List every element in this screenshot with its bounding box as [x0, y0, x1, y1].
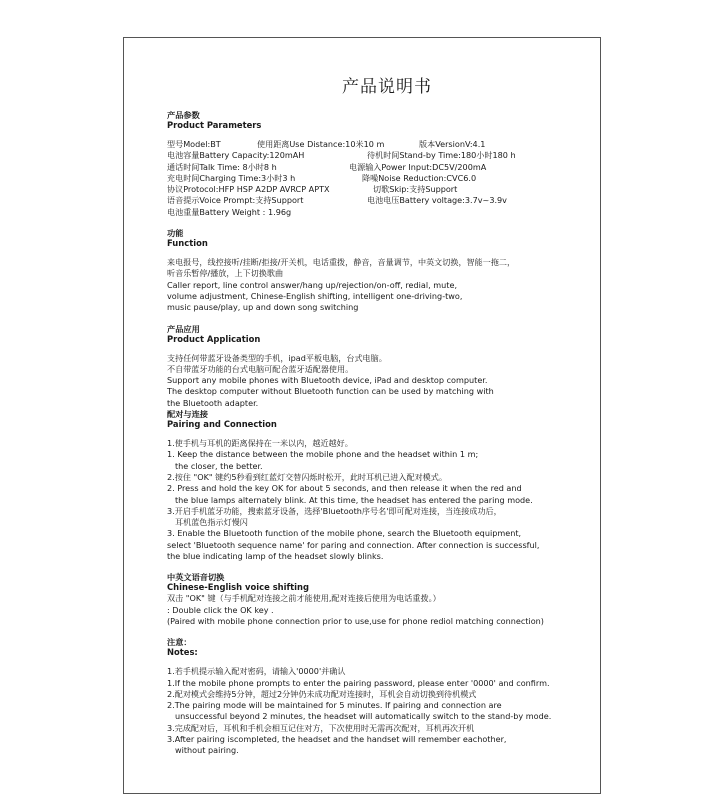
param-battery-capacity: 电池容量Battery Capacity:120mAH	[167, 150, 305, 161]
section-notes	[167, 637, 587, 756]
body-line: 支持任何带蓝牙设备类型的手机，ipad平板电脑，台式电脑。	[167, 352, 387, 363]
param-model: 型号Model:BT	[167, 139, 221, 149]
body-line: 1. Keep the distance between the mobile phone and the headset within 1 m;	[167, 449, 479, 460]
body-line: 3.After pairing iscompleted, the headset and the handset will remember eachother,	[167, 733, 507, 744]
body-line: 3.开启手机蓝牙功能，搜索蓝牙设备，选择'Bluetooth序号名'即可配对连接，当连接成功后，	[167, 505, 502, 516]
body-line: unsuccessful beyond 2 minutes, the headset will automatically switch to the stand-by mode.	[175, 711, 552, 722]
body-line: Support any mobile phones with Bluetooth device, iPad and desktop computer.	[167, 375, 488, 386]
body-line: 3.完成配对后，耳机和手机会相互记住对方，下次使用时无需再次配对，耳机再次开机	[167, 722, 475, 733]
section-heading-cn: 产品参数	[167, 110, 200, 120]
body-line: 不自带蓝牙功能的台式电脑可配合蓝牙适配器使用。	[167, 363, 354, 374]
body-line: 2. Press and hold the key OK for about 5 seconds, and then release it when the red and	[167, 483, 522, 494]
body-line: the blue indicating lamp of the headset slowly blinks.	[167, 551, 384, 562]
body-line: the Bluetooth adapter.	[167, 397, 259, 408]
section-heading-en: Notes:	[167, 647, 198, 658]
body-line: music pause/play, up and down song switching	[167, 302, 359, 313]
section-product-application	[167, 324, 587, 409]
param-version: 版本VersionV:4.1	[419, 139, 486, 149]
param-row	[167, 139, 587, 150]
body-line: 双击 "OK" 键（与手机配对连接之前才能使用,配对连接后使用为电话重拨。）	[167, 593, 441, 604]
section-heading-en: Chinese-English voice shifting	[167, 582, 309, 593]
page-title: 产品说明书	[342, 77, 432, 97]
param-row	[167, 162, 587, 173]
params-table	[167, 139, 587, 218]
param-noise-reduction: 降噪Noise Reduction:CVC6.0	[362, 172, 477, 183]
section-heading-en: Product Application	[167, 333, 261, 344]
body-line: 1.使手机与耳机的距离保持在一米以内，越近越好。	[167, 438, 353, 449]
body-line: without pairing.	[175, 745, 239, 756]
param-power-input: 电源输入Power Input:DC5V/200mA	[349, 161, 487, 172]
param-standby-time: 待机时间Stand-by Time:180小时180 h	[367, 150, 516, 161]
section-voice-shifting	[167, 572, 587, 627]
section-heading-cn: 注意：	[167, 637, 192, 648]
section-heading-cn: 配对与连接	[167, 409, 208, 420]
section-function	[167, 228, 587, 313]
section-heading-en: Function	[167, 238, 208, 249]
param-row	[167, 173, 587, 184]
body-line: 2.The pairing mode will be maintained for 5 minutes. If pairing and connection are	[167, 700, 502, 711]
param-row	[167, 195, 587, 206]
body-line: 1.If the mobile phone prompts to enter the pairing password, please enter '0000' and confirm.	[167, 677, 550, 688]
body-line: (Paired with mobile phone connection prior to use,use for phone rediol matching connection)	[167, 615, 544, 626]
body-line: 2.按住 "OK" 键约5秒看到红蓝灯交替闪烁时松开，此时耳机已进入配对模式。	[167, 471, 447, 482]
section-pairing	[167, 409, 587, 562]
section-heading-cn: 中英文语音切换	[167, 572, 225, 583]
manual-content	[167, 72, 587, 757]
body-line: the closer, the better.	[175, 460, 263, 471]
section-heading-en: Product Parameters	[167, 120, 262, 130]
param-use-distance: 使用距离Use Distance:10米10 m	[257, 139, 385, 149]
param-skip: 切歌Skip:支持Support	[373, 184, 458, 195]
body-line: the blue lamps alternately blink. At this time, the headset has entered the paring mode.	[175, 494, 533, 505]
section-heading-cn: 功能	[167, 228, 184, 239]
param-talk-time: 通话时间Talk Time: 8小时8 h	[167, 161, 277, 172]
body-line: 2.配对模式会维持5分钟，超过2分钟仍未成功配对连接时，耳机会自动切换到待机模式	[167, 688, 477, 699]
body-line: : Double click the OK key .	[167, 604, 274, 615]
body-line: 来电报号，线控接听/挂断/拒接/开关机，电话重拨，静音，音量调节，中英文切换，智能一拖二，	[167, 257, 516, 268]
body-line: volume adjustment, Chinese-English shifting, intelligent one-driving-two,	[167, 290, 463, 301]
body-line: The desktop computer without Bluetooth function can be used by matching with	[167, 386, 494, 397]
body-line: 1.若手机提示输入配对密码，请输入'0000'并确认	[167, 666, 346, 677]
param-row	[167, 150, 587, 161]
param-voice-prompt: 语音提示Voice Prompt:支持Support	[167, 195, 304, 206]
param-charging-time: 充电时间Charging Time:3小时3 h	[167, 172, 296, 183]
body-line: select 'Bluetooth sequence name' for paring and connection. After connection is successful,	[167, 539, 540, 550]
body-line: 听音乐暂停/播放，上下切换歌曲	[167, 268, 284, 279]
param-protocol: 协议Protocol:HFP HSP A2DP AVRCP APTX	[167, 184, 330, 195]
param-battery-voltage: 电池电压Battery voltage:3.7v~3.9v	[367, 195, 507, 206]
body-line: 3. Enable the Bluetooth function of the mobile phone, search the Bluetooth equipment,	[167, 528, 522, 539]
section-heading-cn: 产品应用	[167, 323, 200, 334]
section-heading-en: Pairing and Connection	[167, 419, 277, 430]
body-line: 耳机蓝色指示灯慢闪	[175, 517, 248, 528]
section-product-parameters	[167, 110, 587, 218]
param-row	[167, 184, 587, 195]
manual-page	[123, 37, 601, 794]
param-battery-weight: 电池重量Battery Weight : 1.96g	[167, 206, 292, 217]
param-row	[167, 207, 587, 218]
body-line: Caller report, line control answer/hang up/rejection/on-off, redial, mute,	[167, 279, 458, 290]
